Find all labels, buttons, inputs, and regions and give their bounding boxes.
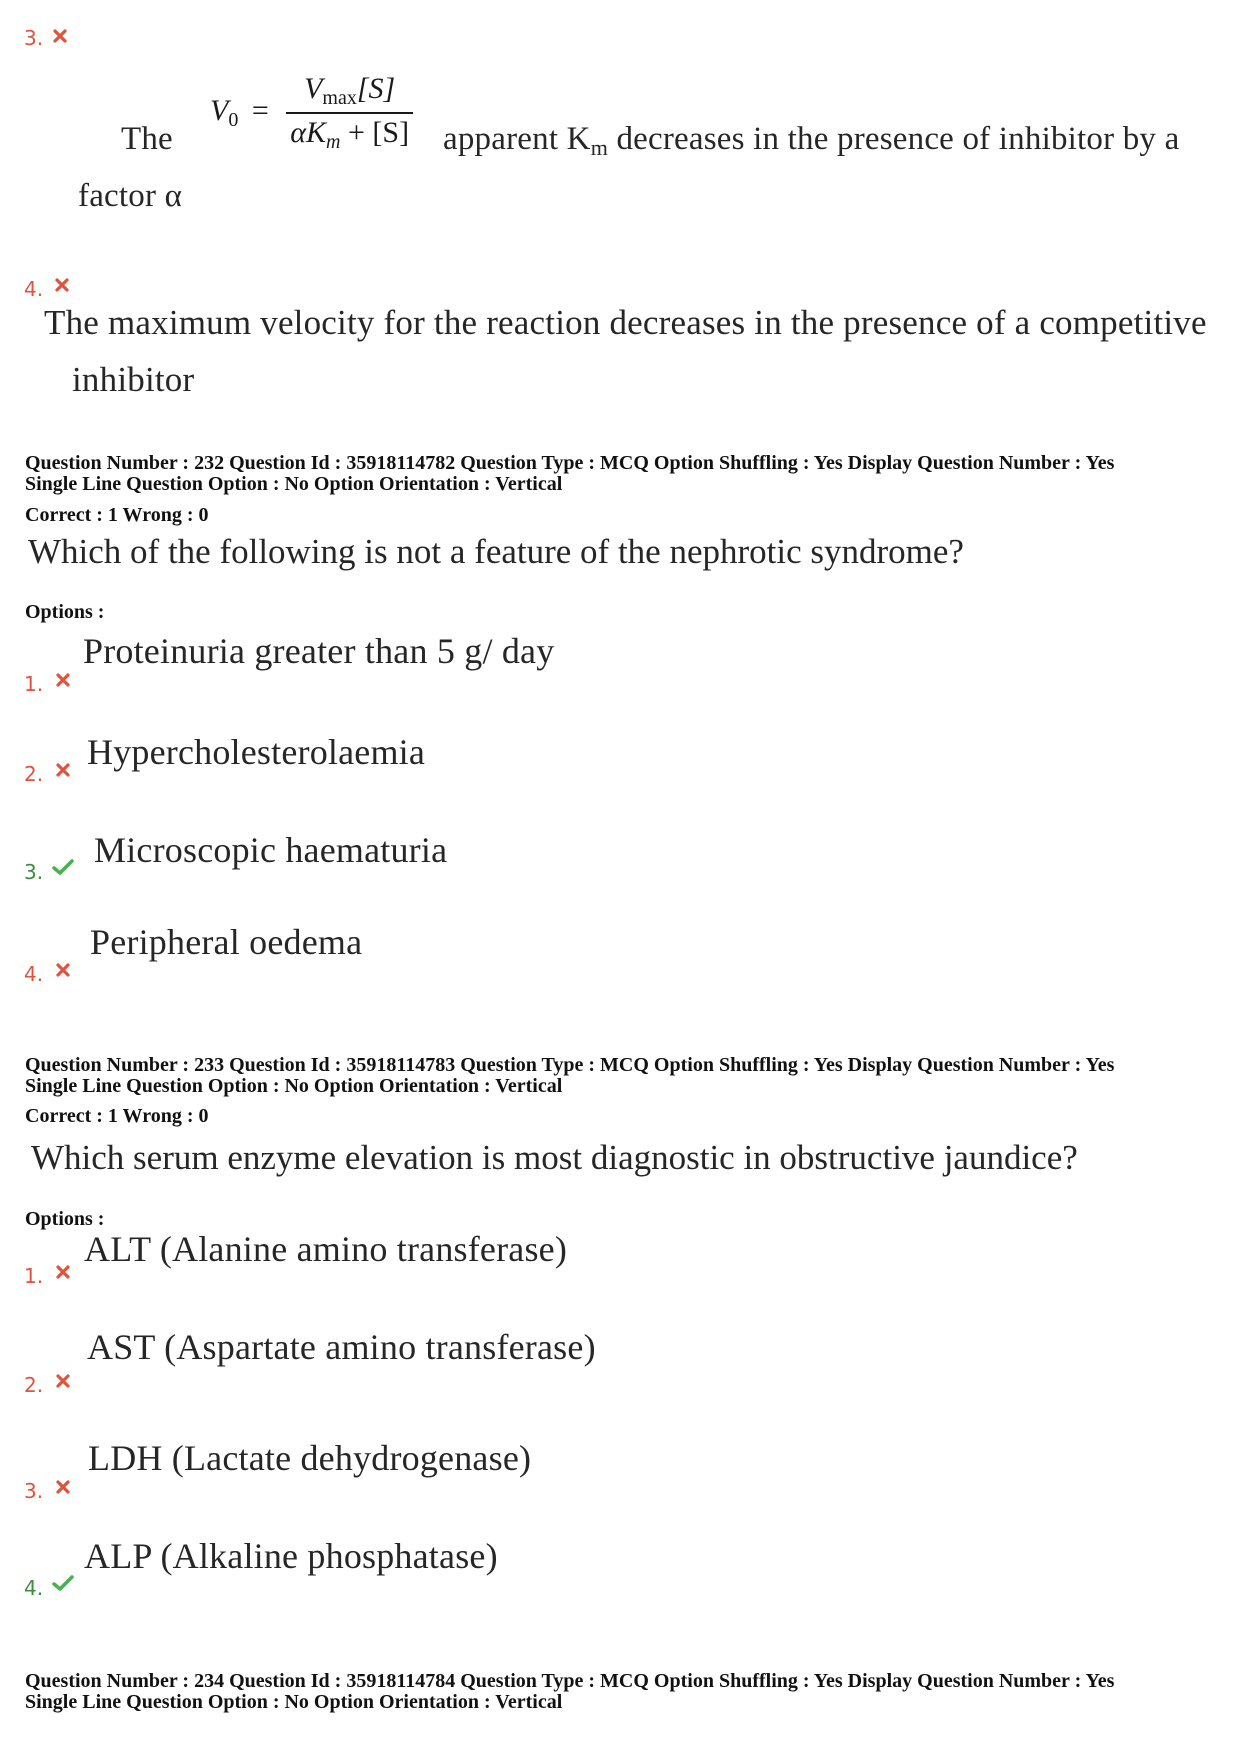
formula-numerator: $V_{max}[S]$ [304,72,396,109]
option-text: Hypercholesterolaemia [87,732,426,772]
question-meta [25,1671,1114,1713]
question-meta-line2: Single Line Question Option : No Option Orientation : Vertical [25,1691,563,1713]
option-text: AST (Aspartate amino transferase) [87,1327,596,1367]
option-text-after: apparent Km decreases in the presence of inhibitor by a [443,121,1180,160]
option-text-line2: inhibitor [72,360,195,399]
cross-icon [56,1265,70,1279]
option-text-line2: factor α [78,178,183,214]
formula-denominator: $\alpha K_m + [S]$ [286,112,413,154]
cross-icon [56,673,70,687]
cross-icon [56,1374,70,1388]
question-meta-line1: Question Number : 233 Question Id : 35918114783 Question Type : MCQ Option Shuffling : Yes Display Question Number : Yes [25,1054,1115,1076]
competitive-formula [210,72,413,154]
option-text: Proteinuria greater than 5 g/ day [83,631,555,671]
cross-icon [56,1480,70,1494]
question-text: Which serum enzyme elevation is most diagnostic in obstructive jaundice? [31,1138,1078,1177]
option-number: 2. [24,1373,44,1397]
cross-icon [56,963,70,977]
check-icon [52,858,74,876]
question-meta [25,1055,1114,1097]
option-number: 4. [24,962,44,986]
marks-info: Correct : 1 Wrong : 0 [25,504,209,526]
option-number: 4. [24,277,44,301]
option-number: 3. [24,26,44,50]
option-text: ALP (Alkaline phosphatase) [84,1536,498,1576]
question-meta [25,453,1114,495]
option-number: 3. [24,860,44,884]
option-text-before: The [121,121,173,157]
check-icon [52,1574,74,1592]
options-label: Options : [25,601,105,623]
question-meta-line1: Question Number : 232 Question Id : 35918114782 Question Type : MCQ Option Shuffling : Yes Display Question Number : Yes [25,452,1115,474]
option-text-line1: The maximum velocity for the reaction decreases in the presence of a competitive [44,303,1207,342]
formula-lhs: $V_0$ = [210,93,269,131]
option-text: Microscopic haematuria [94,830,448,870]
question-meta-line2: Single Line Question Option : No Option Orientation : Vertical [25,473,563,495]
option-number: 4. [24,1576,44,1600]
option-number: 1. [24,672,44,696]
option-text: Peripheral oedema [90,922,363,962]
question-text: Which of the following is not a feature of the nephrotic syndrome? [28,532,964,571]
cross-icon [55,278,69,292]
options-label: Options : [25,1208,105,1230]
question-meta-line1: Question Number : 234 Question Id : 35918114784 Question Type : MCQ Option Shuffling : Yes Display Question Number : Yes [25,1670,1115,1692]
option-number: 1. [24,1264,44,1288]
formula-fraction [286,72,413,154]
cross-icon [53,29,67,43]
option-text: LDH (Lactate dehydrogenase) [88,1438,532,1478]
marks-info: Correct : 1 Wrong : 0 [25,1105,209,1127]
cross-icon [56,763,70,777]
option-number: 3. [24,1479,44,1503]
option-text: ALT (Alanine amino transferase) [84,1229,568,1269]
question-meta-line2: Single Line Question Option : No Option Orientation : Vertical [25,1075,563,1097]
option-number: 2. [24,762,44,786]
